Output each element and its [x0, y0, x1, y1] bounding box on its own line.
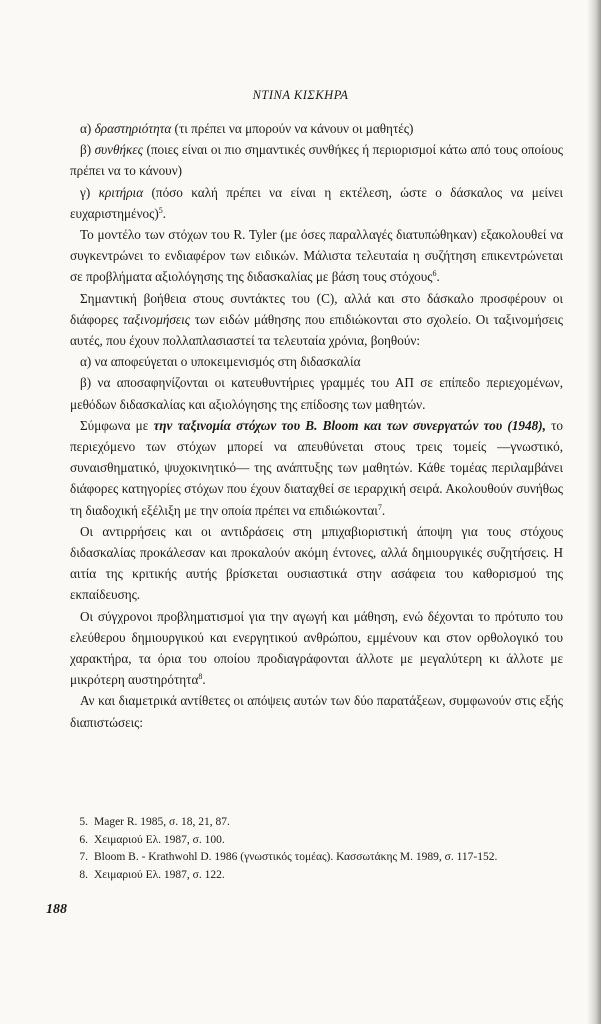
term-taxonomies: ταξινομήσεις — [122, 311, 191, 327]
footnote-ref-7: 7 — [377, 502, 382, 512]
footnote-ref-6: 6 — [432, 269, 437, 279]
footnote-item: 8. Χειμαριού Ελ. 1987, σ. 122. — [79, 868, 225, 881]
footnote-item: 5. Mager R. 1985, σ. 18, 21, 87. — [79, 816, 230, 828]
item-b: β) συνθήκες (ποιες είναι οι πιο σημαντικές συνθήκες ή περιορισμοί κάτω από τους οποίους πρέπει να το κάνουν) — [70, 142, 564, 179]
body-text — [70, 118, 563, 733]
paragraph-modern-concerns: Οι σύγχρονοι προβληματισμοί για την αγωγή και μάθηση, ενώ δέχονται το πρότυπο του ελεύθερου δημιουργικού και ενεργητικού ανθρώπου, εμμένουν και στον ορθολογικό του χαρακτήρα, τα όρια του οποίου προδιαγράφονται άλλοτε με μεγαλύτερη κι άλλοτε με μικρότερη αυστηρότητα$^8$. — [70, 608, 563, 688]
item-a: α) δραστηριότητα (τι πρέπει να μπορούν να κάνουν οι μαθητές) — [80, 121, 414, 136]
footnote-item: 7. Bloom B. - Krathwohl D. 1986 (γνωστικός τομέας). Κασσωτάκης Μ. 1989, σ. 117-152. — [79, 851, 498, 863]
paragraph-taxonomies: Σημαντική βοήθεια στους συντάκτες του (C), αλλά και στο δάσκαλο προσφέρουν οι διάφορες ταξινομήσεις των ειδών μάθησης που επιδιώκονται στο σχολείο. Οι ταξινομήσεις αυτές, που έχουν πολλαπλασιαστεί τα τελευταία χρόνια, βοηθούν: — [70, 290, 564, 349]
paragraph-objections: Οι αντιρρήσεις και οι αντιδράσεις στη μπιχαβιοριστική άποψη για τους στόχους διδασκαλίας προκάλεσαν και προκαλούν ακόμη έντονες, αλλά δημιουργικές συζητήσεις. Η αιτία της κριτικής αυτής βρίσκεται ουσιαστικά στην ασάφεια του καθορισμού της εκπαίδευσης. — [70, 523, 563, 603]
paragraph-bloom: Σύμφωνα με την ταξινομία στόχων του B. Bloom και των συνεργατών του (1948), το περιεχόμενο των στόχων μπορεί να απευθύνεται στους τρεις τομείς —γνωστικό, συναισθηματικό, ψυχοκινητικό— της ανάπτυξης των μαθητών. Κάθε τομέας περιλαμβάνει διάφορες κατηγορίες στόχων που έχουν διαταχθεί σε ιεραρχική σειρά. Ακολουθούν συνήθως τη διαδοχική εξέλιξη με την οποία πρέπει να επιδιώκονται$^7$. — [70, 417, 563, 518]
running-header: ΝΤΙΝΑ ΚΙΣΚΗΡΑ — [252, 88, 349, 102]
list-item-1: α) να αποφεύγεται ο υποκειμενισμός στη διδασκαλία — [80, 354, 361, 370]
term-activity: δραστηριότητα — [94, 121, 172, 136]
list-item-2: β) να αποσαφηνίζονται οι κατευθυντήριες γραμμές του ΑΠ σε επίπεδο περιεχομένων, μεθόδων διδασκαλίας και αξιολόγησης της επίδοσης των μαθητών. — [70, 375, 563, 412]
footnotes — [70, 814, 570, 884]
footnote-ref-5: 5 — [158, 205, 163, 215]
page-edge-shadow — [587, 0, 601, 1024]
paragraph-tyler: Το μοντέλο των στόχων του R. Tyler (με όσες παραλλαγές διατυπώθηκαν) εξακολουθεί να συγκεντρώνει το ενδιαφέρον των ειδικών. Μάλιστα τελευταία η συζήτηση επικεντρώνεται σε προβλήματα αξιολόγησης της διδασκαλίας με βάση τους στόχους$^6$. — [70, 227, 563, 285]
footnote-item: 6. Χειμαριού Ελ. 1987, σ. 100. — [79, 833, 225, 846]
term-criteria: κριτήρια — [98, 184, 144, 200]
page-number: 188 — [46, 902, 67, 917]
paragraph-agreement: Αν και διαμετρικά αντίθετες οι απόψεις αυτών των δύο παρατάξεων, συμφωνούν στις εξής διαπιστώσεις: — [70, 693, 563, 730]
term-bloom-taxonomy: την ταξινομία στόχων του B. Bloom και των συνεργατών του (1948), — [153, 417, 546, 433]
footnote-ref-8: 8 — [198, 672, 203, 682]
term-conditions: συνθήκες — [94, 142, 143, 158]
item-c: γ) κριτήρια (πόσο καλή πρέπει να είναι η εκτέλεση, ώστε ο δάσκαλος να μείνει ευχαριστημένος)$^5$. — [70, 184, 563, 221]
